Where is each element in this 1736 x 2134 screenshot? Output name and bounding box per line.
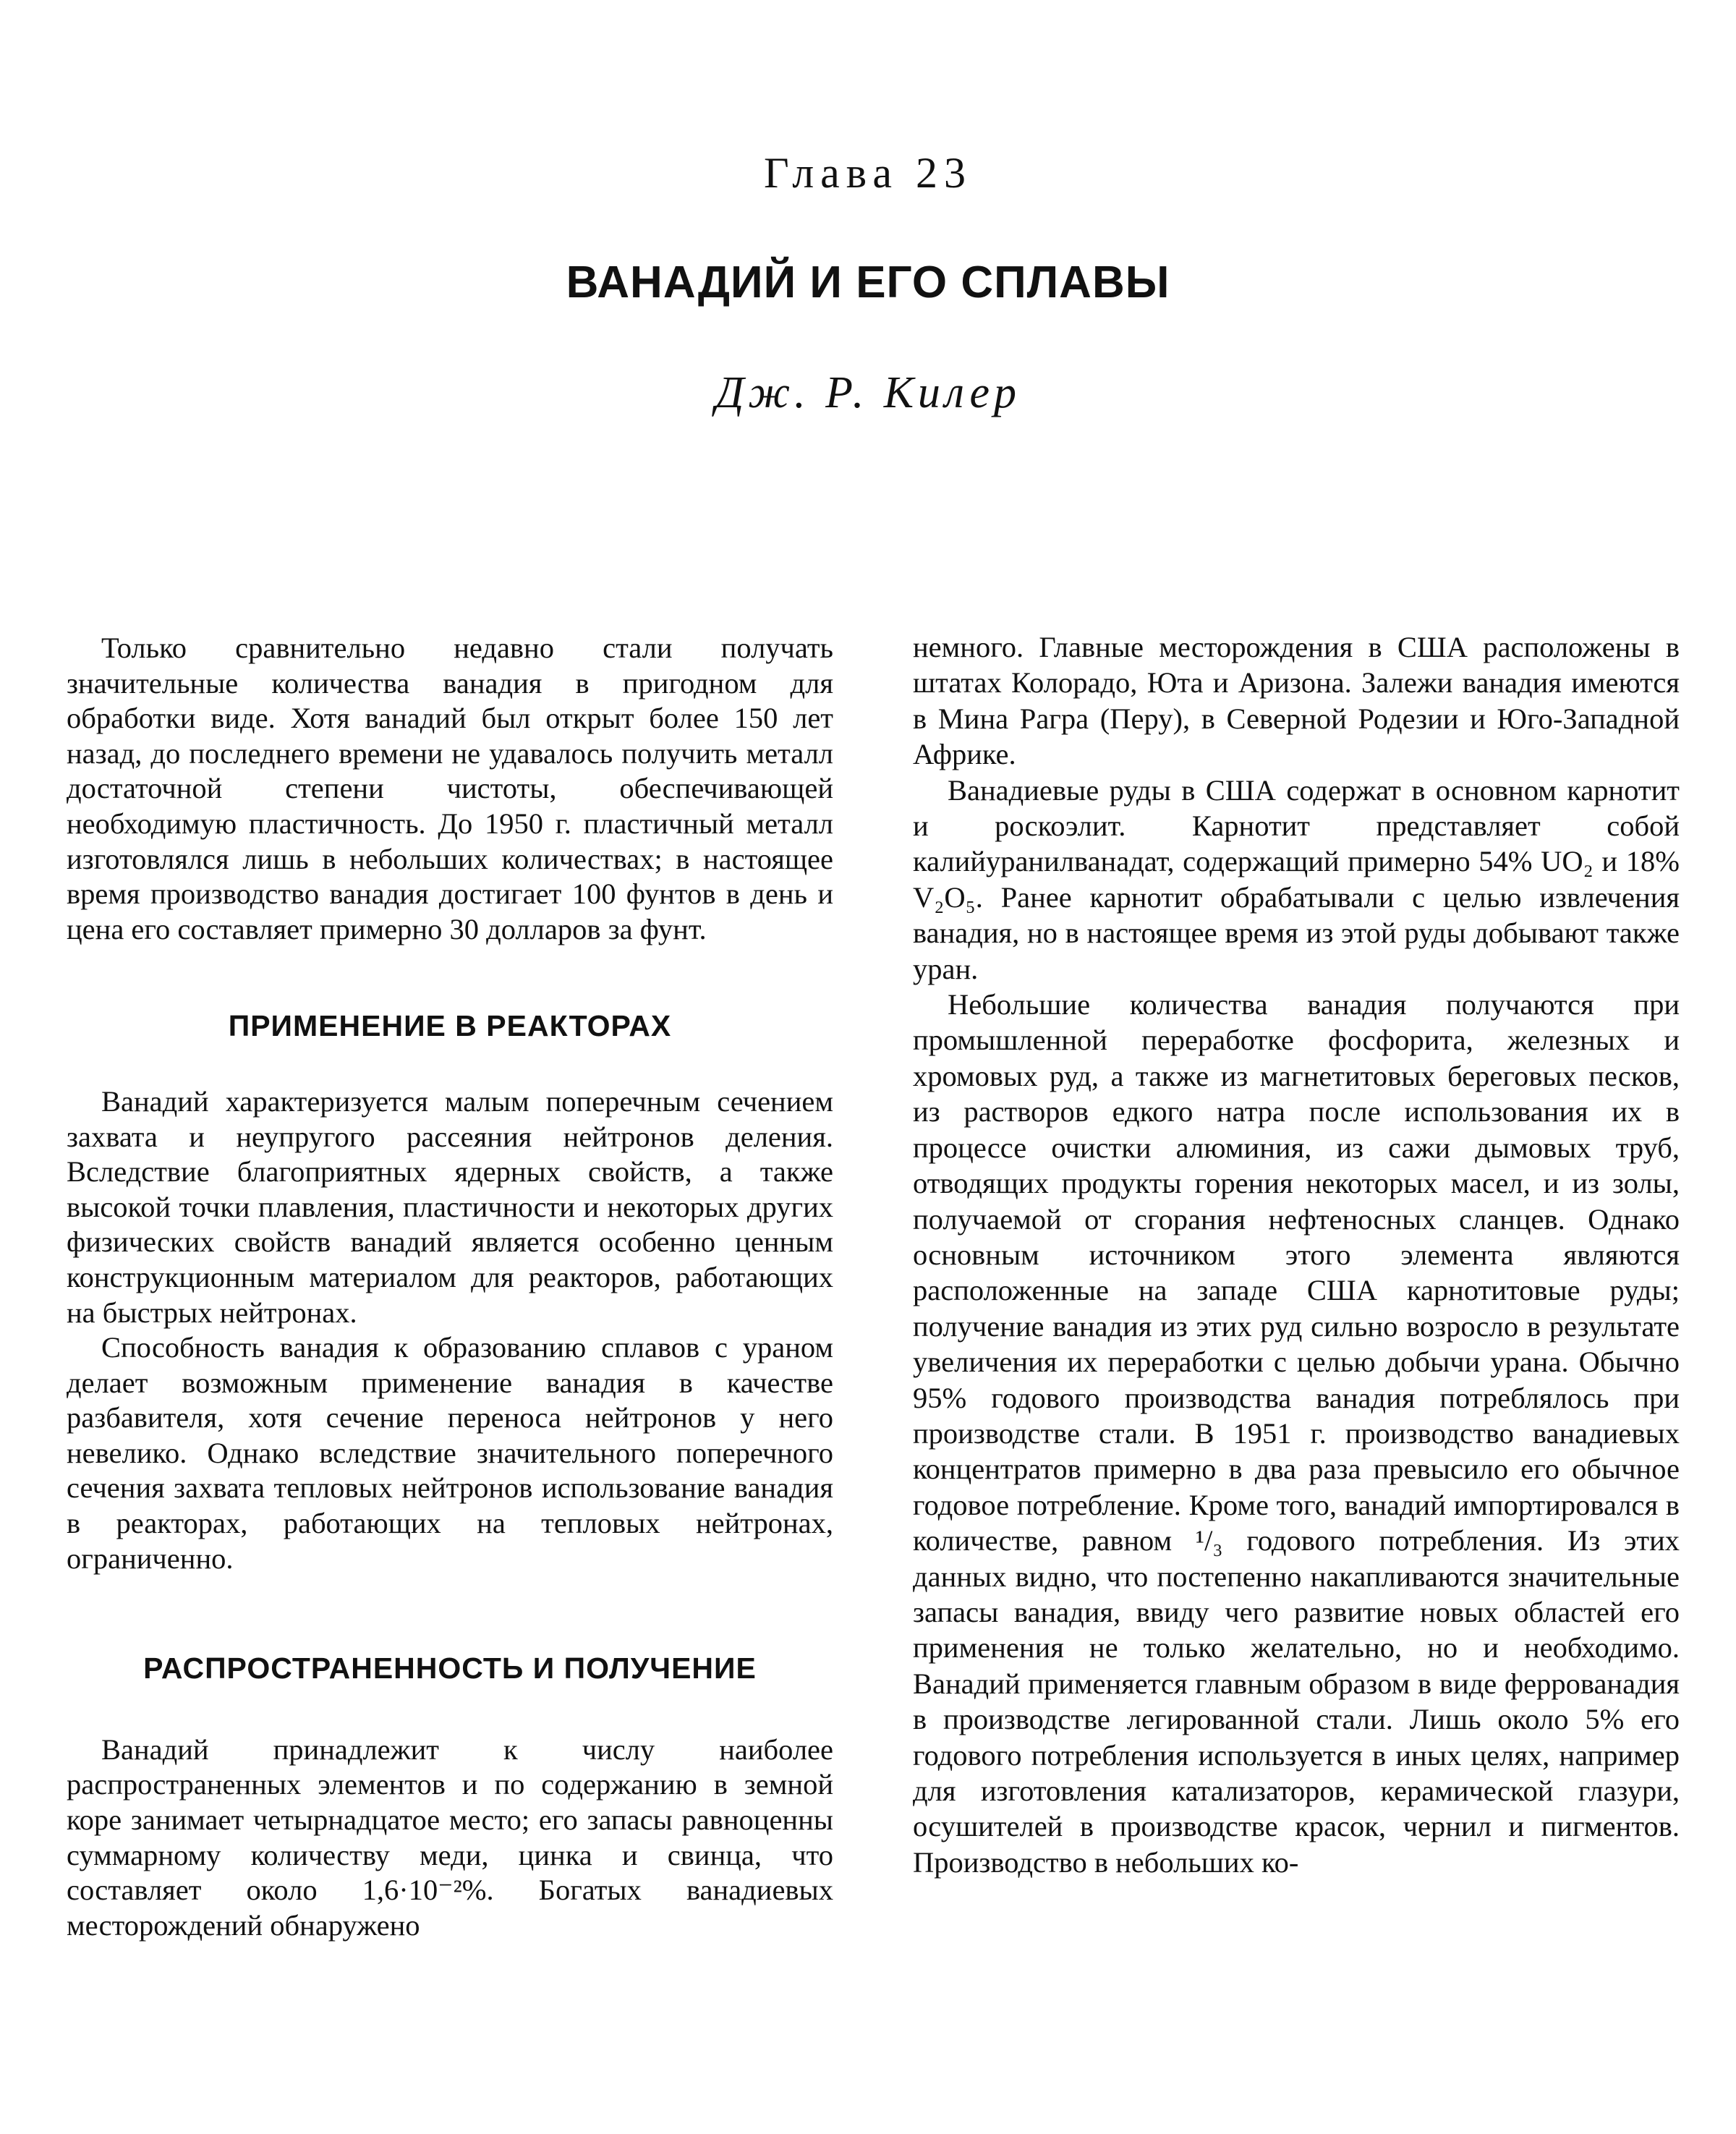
ores-paragraph: Ванадиевые руды в США содержат в основном карнотит и роскоэлит. Карнотит представляет собой калийуранилванадат, содержащий примерно 54% UO₂ и 18% V₂O₅. Ранее карнотит обрабатывали с целью извлечения ванадия, но в настоящее время из этой руды добывают также уран. xyxy=(913,773,1680,985)
chapter-title: ВАНАДИЙ И ЕГО СПЛАВЫ xyxy=(566,258,1170,307)
right-column xyxy=(913,629,1680,1880)
intro-paragraph: Только сравнительно недавно стали получать значительные количества ванадия в пригодном для обработки виде. Хотя ванадий был открыт более 150 лет назад, до последнего времени не удавалось получить металл достаточной степени чистоты, обеспечивающей необходимую пластичность. До 1950 г. пластичный металл изготовлялся лишь в небольших количествах; в настоящее время производство ванадия достигает 100 фунтов в день и цена его составляет примерно 30 долларов за фунт. xyxy=(67,632,833,945)
distribution-paragraph-1: Ванадий принадлежит к числу наиболее распространенных элементов и по содержанию в земной коре занимает четырнадцатое место; его запасы равноценны суммарному количеству меди, цинка и свинца, что составляет около 1,6·10⁻²%. Богатых ванадиевых месторождений обнаружено xyxy=(67,1733,833,1942)
reactors-paragraph-1: Ванадий характеризуется малым поперечным сечением захвата и неупругого рассеяния нейтронов деления. Вследствие благоприятных ядерных свойств, а также высокой точки плавления, пластичности и некоторых других физических свойств ванадий является особенно ценным конструкционным материалом для реакторов, работающих на быстрых нейтронах. xyxy=(67,1084,833,1329)
chapter-number: Глава 23 xyxy=(764,149,972,197)
sources-paragraph: Небольшие количества ванадия получаются при промышленной переработке фосфорита, железных и хромовых руд, а также из магнетитовых береговых песков, из растворов едкого натра после использования их в процессе очистки алюминия, из сажи дымовых труб, отводящих продукты горения некоторых масел, и из золы, получаемой от сгорания нефтеносных сланцев. Однако основным источником этого элемента являются расположенные на западе США карнотитовые руды; получение ванадия из этих руд сильно возросло в результате увеличения их переработки с целью добычи урана. Обычно 95% годового производства ванадия потреблялось при производстве стали. В 1951 г. производство ванадиевых концентратов примерно в два раза превысило его обычное годовое потребление. Кроме того, ванадий импортировался в количестве, равном ¹/₃ годового потребления. Из этих данных видно, что постепенно накапливаются значительные запасы ванадия, ввиду чего развитие новых областей его применения не только желательно, но и необходимо. Ванадий применяется главным образом в виде феррованадия в производстве легированной стали. Лишь около 5% его годового потребления используется в иных целях, например для изготовления катализаторов, керамической глазури, осушителей в производстве красок, чернил и пигментов. Производство в небольших ко- xyxy=(913,988,1680,1879)
distribution-paragraph-continued: немного. Главные месторождения в США расположены в штатах Колорадо, Юта и Аризона. Залежи ванадия имеются в Мина Рагра (Перу), в Северной Родезии и Юго-Западной Африке. xyxy=(913,631,1680,771)
section-heading-reactors: ПРИМЕНЕНИЕ В РЕАКТОРАХ xyxy=(228,1009,672,1043)
left-column xyxy=(67,631,833,1943)
author-name: Дж. Р. Килер xyxy=(715,368,1021,417)
reactors-paragraph-2: Способность ванадия к образованию сплавов с ураном делает возможным применение ванадия в качестве разбавителя, хотя сечение переноса нейтронов у него невелико. Однако вследствие значительного поперечного сечения захвата тепловых нейтронов использование ванадия в реакторах, работающих на тепловых нейтронах, ограниченно. xyxy=(67,1331,833,1575)
section-heading-distribution: РАСПРОСТРАНЕННОСТЬ И ПОЛУЧЕНИЕ xyxy=(143,1651,757,1685)
